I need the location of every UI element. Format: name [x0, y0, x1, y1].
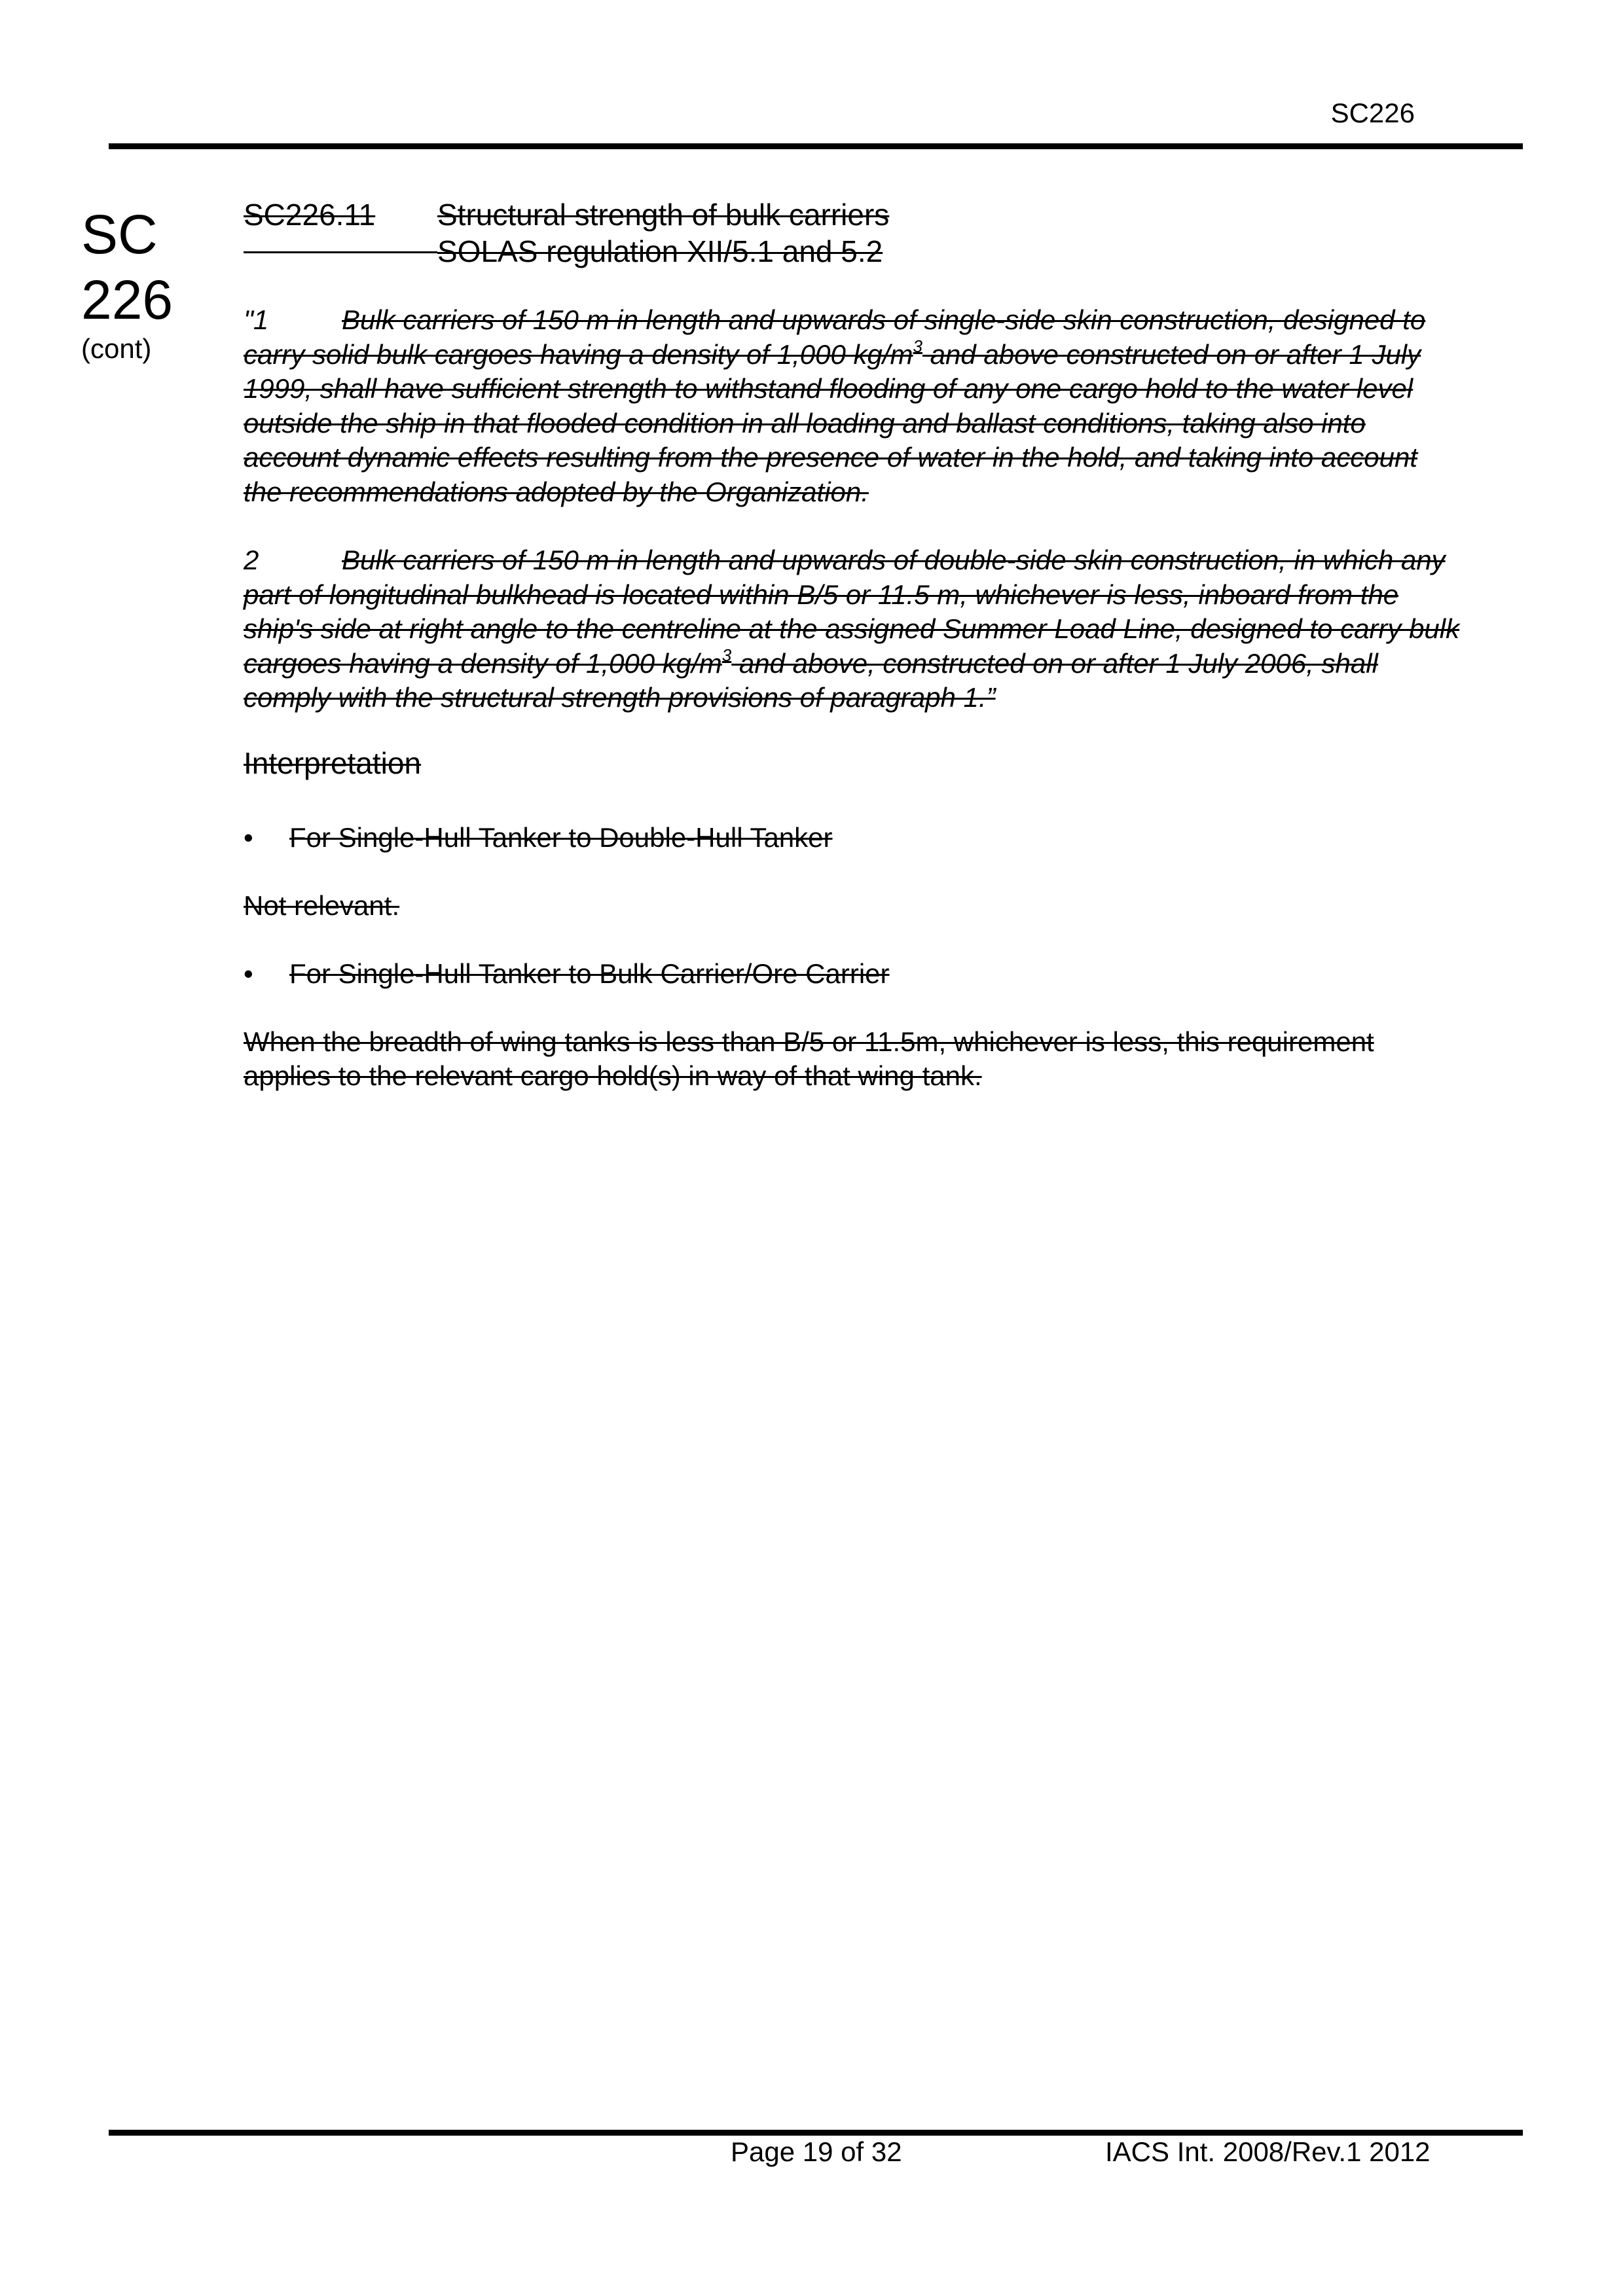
interpretation-heading: Interpretation: [244, 746, 422, 780]
paragraph-number: "1: [244, 304, 269, 335]
paragraph-text: and above, constructed on or after 1 July 2006, shall comply with the structural strength provisions of paragraph 1.”: [244, 647, 1378, 713]
paragraph-number: 2: [244, 545, 259, 575]
side-marker-number: 226: [81, 269, 173, 331]
superscript: 3: [913, 336, 923, 356]
interpretation-text-1: Not relevant.: [244, 890, 400, 921]
section-subtitle: SOLAS regulation XII/5.1 and 5.2: [437, 234, 883, 268]
header-document-code: SC226: [1330, 98, 1415, 128]
quoted-paragraph-1: [244, 303, 1461, 510]
side-marker-code: SC: [81, 204, 158, 265]
paragraph-text: Bulk carriers of 150 m in length and upwards of single-side skin construction, designed to carry solid bulk cargoes having a density of 1,000 kg/m: [244, 304, 1426, 370]
interpretation-bullet-1: [244, 821, 833, 855]
paragraph-text: Bulk carriers of 150 m in length and upwards of double-side skin construction, in which any part of longitudinal bulkhead is located within B/5 or 11.5 m, whichever is less, inboard from the ship's side at right angle to the centreline at the assigned Summer Load Line, designed to carry bulk cargoes having a density of 1,000 kg/m: [244, 545, 1460, 679]
footer-page-number: Page 19 of 32: [731, 2136, 902, 2167]
bullet-icon: •: [244, 958, 253, 989]
section-subtitle-leader: [244, 233, 437, 270]
quoted-paragraph-2: [244, 543, 1461, 715]
bullet-title: For Single-Hull Tanker to Double-Hull Tanker: [289, 822, 833, 853]
section-title: Structural strength of bulk carriers: [437, 198, 890, 232]
paragraph-text: and above constructed on or after 1 July 1999, shall have sufficient strength to withstand flooding of any one cargo hold to the water level outside the ship in that flooded condition in all loading and ballast conditions, taking also into account dynamic effects resulting from the presence of water in the hold, and taking into account the recommendations adopted by the Organization.: [244, 338, 1421, 507]
header-rule: [109, 143, 1523, 149]
interpretation-text-2: When the breadth of wing tanks is less than B/5 or 11.5m, whichever is less, this requirement applies to the relevant cargo hold(s) in way of that wing tank.: [244, 1026, 1374, 1091]
bullet-title: For Single-Hull Tanker to Bulk Carrier/Ore Carrier: [289, 958, 890, 989]
footer-reference: IACS Int. 2008/Rev.1 2012: [1105, 2136, 1431, 2167]
section-code: SC226.11: [244, 198, 376, 232]
side-marker-cont: (cont): [81, 333, 152, 364]
interpretation-bullet-2: [244, 957, 890, 991]
superscript: 3: [721, 645, 732, 665]
bullet-icon: •: [244, 822, 253, 853]
